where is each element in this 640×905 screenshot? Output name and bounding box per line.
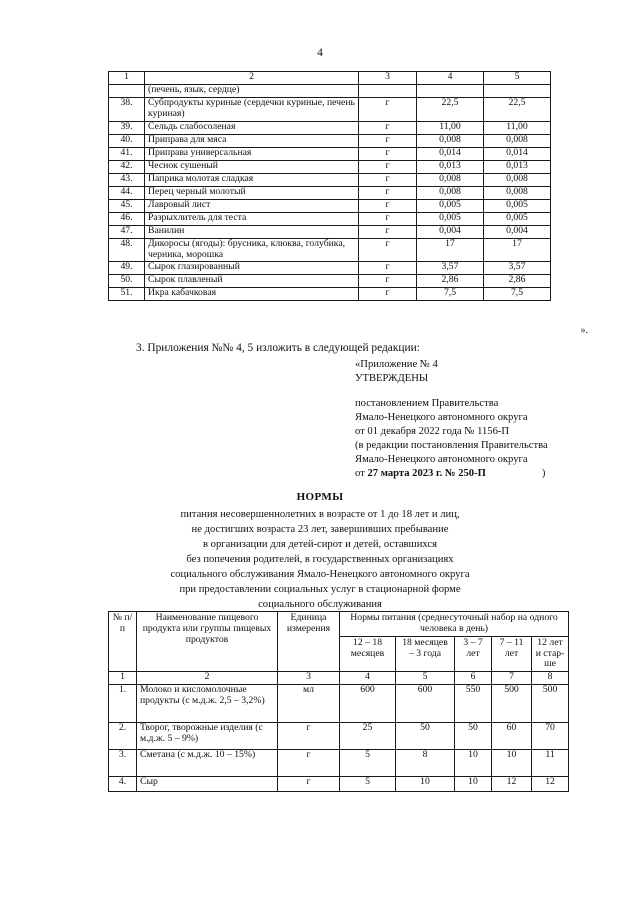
value-col4: 17 xyxy=(417,238,484,262)
row-index: 41. xyxy=(109,147,145,160)
value-col4: 0,008 xyxy=(417,173,484,186)
value-age-18-months-3-years: 8 xyxy=(396,750,455,777)
spacer xyxy=(355,386,620,397)
approval-line-region: Ямало-Ненецкого автономного округа xyxy=(355,411,528,423)
norms-subtitle-line: не достигших возраста 23 лет, завершивших пребывание xyxy=(191,523,449,535)
unit: г xyxy=(359,98,417,122)
unit: г xyxy=(359,238,417,262)
value-col5: 22,5 xyxy=(484,98,551,122)
unit: г xyxy=(359,199,417,212)
product-name: Молоко и кисломолочные продукты (с м.д.ж. 2,5 – 3,2%) xyxy=(137,685,278,723)
row-index: 48. xyxy=(109,238,145,262)
product-name: Разрыхлитель для теста xyxy=(145,212,359,225)
norms-subtitle-line: без попечения родителей, в государственных организациях xyxy=(186,553,454,565)
row-index xyxy=(109,85,145,98)
value-col5: 0,004 xyxy=(484,225,551,238)
unit: г xyxy=(359,173,417,186)
paragraph-3-text: 3. Приложения №№ 4, 5 изложить в следующей редакции: xyxy=(136,342,420,354)
column-number-1: 1 xyxy=(109,72,145,85)
header-age-18-months-3-years: 18 месяцев – 3 года xyxy=(396,636,455,672)
norms-table xyxy=(108,611,569,792)
table-row xyxy=(109,685,569,723)
product-name: Лавровый лист xyxy=(145,199,359,212)
value-age-12-18-months: 25 xyxy=(340,723,396,750)
norms-subtitle-line: социального обслуживания Ямало-Ненецкого автономного округа xyxy=(170,568,470,580)
value-col4: 0,008 xyxy=(417,134,484,147)
row-index: 44. xyxy=(109,186,145,199)
value-col4: 0,004 xyxy=(417,225,484,238)
norms-table-wrapper xyxy=(108,611,565,792)
value-col4 xyxy=(417,85,484,98)
row-index: 2. xyxy=(109,723,137,750)
row-index: 1. xyxy=(109,685,137,723)
value-col5: 0,014 xyxy=(484,147,551,160)
value-age-3-7-years: 50 xyxy=(455,723,492,750)
product-name: Приправа для мяса xyxy=(145,134,359,147)
value-age-12-18-months: 600 xyxy=(340,685,396,723)
unit: г xyxy=(359,275,417,288)
product-name: Перец черный молотый xyxy=(145,186,359,199)
row-index: 3. xyxy=(109,750,137,777)
column-number-3: 3 xyxy=(359,72,417,85)
column-number-2: 2 xyxy=(137,672,278,685)
product-name: Сметана (с м.д.ж. 10 – 15%) xyxy=(137,750,278,777)
column-number-4: 4 xyxy=(417,72,484,85)
value-col4: 3,57 xyxy=(417,262,484,275)
table-row xyxy=(109,173,551,186)
value-col4: 0,008 xyxy=(417,186,484,199)
unit: г xyxy=(359,225,417,238)
row-index: 46. xyxy=(109,212,145,225)
value-col5: 0,008 xyxy=(484,173,551,186)
food-norms-continuation-table xyxy=(108,71,551,301)
value-col4: 0,014 xyxy=(417,147,484,160)
product-name: Субпродукты куриные (сердечки куриные, печень куриная) xyxy=(145,98,359,122)
value-col4: 0,013 xyxy=(417,160,484,173)
header-age-7-11-years: 7 – 11 лет xyxy=(492,636,532,672)
unit: г xyxy=(359,121,417,134)
revision-date-prefix: от xyxy=(355,467,365,479)
approved-label: УТВЕРЖДЕНЫ xyxy=(355,372,429,384)
value-col4: 0,005 xyxy=(417,199,484,212)
column-number-5: 5 xyxy=(484,72,551,85)
value-age-7-11-years: 12 xyxy=(492,777,532,792)
value-col5: 17 xyxy=(484,238,551,262)
row-index: 39. xyxy=(109,121,145,134)
value-col5: 0,008 xyxy=(484,134,551,147)
value-age-3-7-years: 10 xyxy=(455,750,492,777)
product-name: Дикоросы (ягоды): брусника, клюква, голубика, черника, морошка xyxy=(145,238,359,262)
table-row xyxy=(109,199,551,212)
value-col5: 7,5 xyxy=(484,288,551,301)
table-row xyxy=(109,723,569,750)
unit: г xyxy=(359,134,417,147)
approval-line-revision: (в редакции постановления Правительства xyxy=(355,439,548,451)
product-name: Ванилин xyxy=(145,225,359,238)
unit: г xyxy=(359,262,417,275)
unit: г xyxy=(278,750,340,777)
approval-line-region-2: Ямало-Ненецкого автономного округа xyxy=(355,453,528,465)
unit: г xyxy=(359,160,417,173)
table-header-row-top xyxy=(109,612,569,637)
value-col4: 7,5 xyxy=(417,288,484,301)
table-row xyxy=(109,134,551,147)
table-row xyxy=(109,225,551,238)
product-name: Сырок глазированный xyxy=(145,262,359,275)
value-age-7-11-years: 60 xyxy=(492,723,532,750)
value-col5: 2,86 xyxy=(484,275,551,288)
row-index: 43. xyxy=(109,173,145,186)
value-age-12-and-older: 12 xyxy=(532,777,569,792)
header-age-12-and-older: 12 лет и стар-ше xyxy=(532,636,569,672)
appendix-label: «Приложение № 4 xyxy=(355,359,438,370)
table-column-number-row xyxy=(109,672,569,685)
value-age-18-months-3-years: 600 xyxy=(396,685,455,723)
table-row xyxy=(109,85,551,98)
table-row xyxy=(109,147,551,160)
table-row xyxy=(109,238,551,262)
header-product-name: Наименование пищевого продукта или группы пищевых продуктов xyxy=(137,612,278,672)
product-name: Приправа универсальная xyxy=(145,147,359,160)
revision-date-value: 27 марта 2023 г. № 250-П xyxy=(367,467,486,479)
value-col4: 2,86 xyxy=(417,275,484,288)
row-index: 4. xyxy=(109,777,137,792)
table-row xyxy=(109,288,551,301)
table-row xyxy=(109,121,551,134)
norms-subtitle-line: в организации для детей-сирот и детей, оставшихся xyxy=(203,538,437,550)
unit: г xyxy=(359,288,417,301)
value-col4: 22,5 xyxy=(417,98,484,122)
table-row xyxy=(109,160,551,173)
value-age-12-and-older: 500 xyxy=(532,685,569,723)
row-index: 49. xyxy=(109,262,145,275)
approval-line-revision-date xyxy=(355,467,620,481)
value-age-3-7-years: 550 xyxy=(455,685,492,723)
product-name: Сырок плавленый xyxy=(145,275,359,288)
value-col5: 0,005 xyxy=(484,212,551,225)
value-col4: 11,00 xyxy=(417,121,484,134)
table-row xyxy=(109,750,569,777)
norms-title: НОРМЫ xyxy=(296,491,344,503)
product-name: Творог, творожные изделия (с м.д.ж. 5 – 9%) xyxy=(137,723,278,750)
row-index: 50. xyxy=(109,275,145,288)
column-number-1: 1 xyxy=(109,672,137,685)
table-row xyxy=(109,186,551,199)
header-unit: Единица измерения xyxy=(278,612,340,672)
column-number-8: 8 xyxy=(532,672,569,685)
unit: г xyxy=(359,147,417,160)
value-age-18-months-3-years: 10 xyxy=(396,777,455,792)
approval-line-date: от 01 декабря 2022 года № 1156-П xyxy=(355,425,510,437)
norms-subtitle-line: питания несовершеннолетних в возрасте от 1 до 18 лет и лиц, xyxy=(180,508,460,520)
product-name: Паприка молотая сладкая xyxy=(145,173,359,186)
product-name: Сыр xyxy=(137,777,278,792)
table-row xyxy=(109,212,551,225)
column-number-3: 3 xyxy=(278,672,340,685)
value-age-12-18-months: 5 xyxy=(340,750,396,777)
unit: г xyxy=(278,777,340,792)
column-number-4: 4 xyxy=(340,672,396,685)
closing-quotation-mark: ». xyxy=(580,325,588,336)
unit: г xyxy=(278,723,340,750)
value-age-12-18-months: 5 xyxy=(340,777,396,792)
header-norms-group: Нормы питания (среднесуточный набор на одного человека в день) xyxy=(340,612,569,637)
table-row xyxy=(109,262,551,275)
approval-line-decree: постановлением Правительства xyxy=(355,397,499,409)
row-index: 47. xyxy=(109,225,145,238)
value-age-18-months-3-years: 50 xyxy=(396,723,455,750)
column-number-5: 5 xyxy=(396,672,455,685)
row-index: 42. xyxy=(109,160,145,173)
header-row-number: № п/п xyxy=(109,612,137,672)
unit xyxy=(359,85,417,98)
value-age-3-7-years: 10 xyxy=(455,777,492,792)
value-col5 xyxy=(484,85,551,98)
value-col5: 0,013 xyxy=(484,160,551,173)
row-index: 40. xyxy=(109,134,145,147)
value-col5: 0,008 xyxy=(484,186,551,199)
table-row xyxy=(109,275,551,288)
column-number-2: 2 xyxy=(145,72,359,85)
value-age-12-and-older: 70 xyxy=(532,723,569,750)
row-index: 38. xyxy=(109,98,145,122)
food-norms-continuation-table-wrapper xyxy=(108,71,550,301)
unit: г xyxy=(359,212,417,225)
row-index: 51. xyxy=(109,288,145,301)
table-row xyxy=(109,98,551,122)
unit: мл xyxy=(278,685,340,723)
value-age-7-11-years: 10 xyxy=(492,750,532,777)
value-col4: 0,005 xyxy=(417,212,484,225)
approval-block xyxy=(355,358,620,481)
column-number-7: 7 xyxy=(492,672,532,685)
product-name: Икра кабачковая xyxy=(145,288,359,301)
revision-date-suffix: ) xyxy=(541,467,546,479)
norms-subtitle-line: социального обслуживания xyxy=(258,598,382,610)
value-col5: 3,57 xyxy=(484,262,551,275)
value-age-7-11-years: 500 xyxy=(492,685,532,723)
column-number-6: 6 xyxy=(455,672,492,685)
header-age-3-7-years: 3 – 7 лет xyxy=(455,636,492,672)
norms-title-block xyxy=(0,490,640,612)
header-age-12-18-months: 12 – 18 месяцев xyxy=(340,636,396,672)
product-name: Чеснок сушеный xyxy=(145,160,359,173)
product-name: Сельдь слабосоленая xyxy=(145,121,359,134)
value-age-12-and-older: 11 xyxy=(532,750,569,777)
table-row xyxy=(109,777,569,792)
page-number: 4 xyxy=(317,47,323,59)
product-name: (печень, язык, сердце) xyxy=(145,85,359,98)
table-header-row xyxy=(109,72,551,85)
unit: г xyxy=(359,186,417,199)
row-index: 45. xyxy=(109,199,145,212)
norms-subtitle-line: при предоставлении социальных услуг в стационарной форме xyxy=(179,583,461,595)
value-col5: 0,005 xyxy=(484,199,551,212)
value-col5: 11,00 xyxy=(484,121,551,134)
